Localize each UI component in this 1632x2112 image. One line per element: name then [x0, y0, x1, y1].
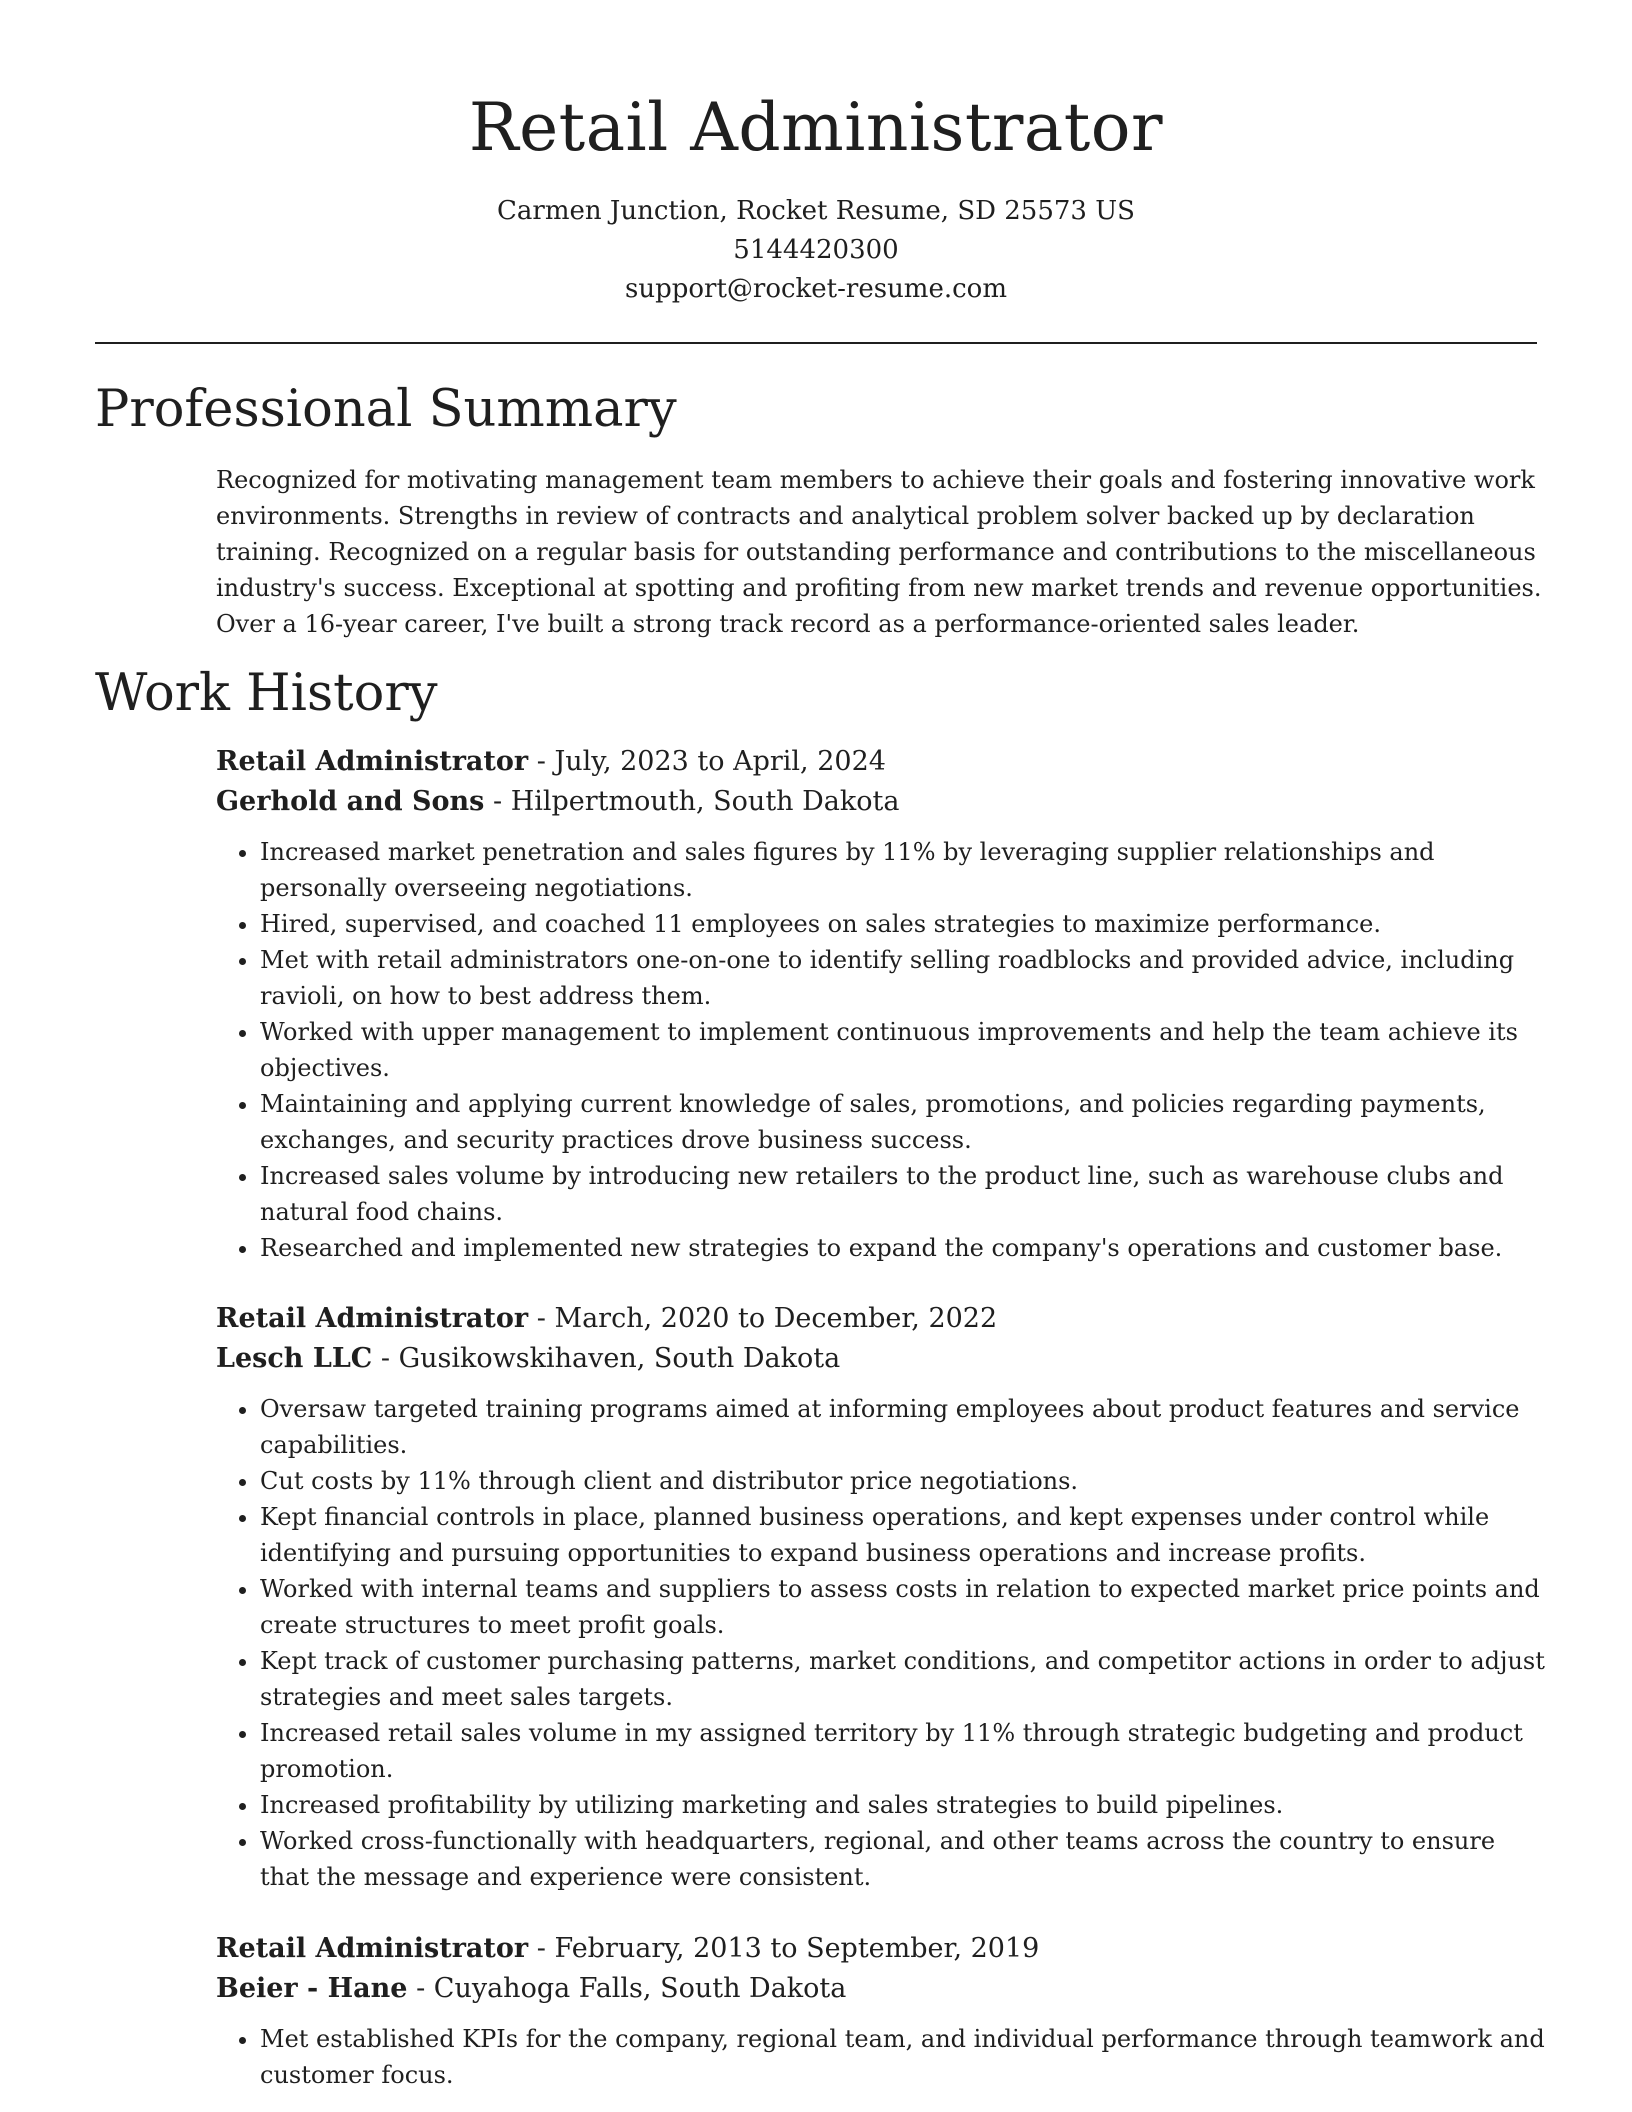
contact-email: support@rocket-resume.com	[624, 274, 1007, 304]
summary-heading: Professional Summary	[95, 380, 677, 439]
job-title: Retail Administrator	[216, 746, 529, 777]
job-location: Cuyahoga Falls, South Dakota	[433, 1973, 847, 2004]
list-item: • Oversaw targeted training programs aimed at informing employees about product features and service capabilities.	[260, 1391, 1546, 1463]
list-item: • Kept financial controls in place, planned business operations, and kept expenses under control while identifying and pursuing opportunities to expand business operations and increase profits.	[260, 1499, 1546, 1571]
job-entry	[216, 1299, 1546, 1895]
header-divider	[95, 342, 1537, 344]
resume-name: Retail Administrator	[468, 89, 1164, 166]
list-item: • Cut costs by 11% through client and distributor price negotiations.	[260, 1463, 1546, 1499]
work-history-heading: Work History	[95, 664, 438, 723]
list-item: • Worked with upper management to implement continuous improvements and help the team achieve its objectives.	[260, 1014, 1546, 1086]
list-item: • Increased market penetration and sales figures by 11% by leveraging supplier relationships and personally overseeing negotiations.	[260, 834, 1546, 906]
list-item: • Increased sales volume by introducing new retailers to the product line, such as warehouse clubs and natural food chains.	[260, 1158, 1546, 1230]
job-company-line	[216, 1339, 1546, 1379]
job-entry	[216, 742, 1546, 1266]
job-title-line	[216, 742, 1546, 782]
job-dates: March, 2020 to December, 2022	[554, 1303, 998, 1334]
job-title: Retail Administrator	[216, 1933, 529, 1964]
separator: -	[407, 1973, 434, 2004]
list-item: • Researched and implemented new strategies to expand the company's operations and customer base.	[260, 1230, 1546, 1266]
job-dates: February, 2013 to September, 2019	[554, 1933, 1040, 1964]
separator: -	[484, 786, 511, 817]
list-item: • Worked cross-functionally with headquarters, regional, and other teams across the country to ensure that the message and experience were consistent.	[260, 1823, 1546, 1895]
job-title: Retail Administrator	[216, 1303, 529, 1334]
separator: -	[528, 1303, 555, 1334]
contact-address: Carmen Junction, Rocket Resume, SD 25573 US	[497, 196, 1135, 226]
list-item: • Kept track of customer purchasing patterns, market conditions, and competitor actions in order to adjust strategies and meet sales targets.	[260, 1643, 1546, 1715]
job-location: Hilpertmouth, South Dakota	[510, 786, 900, 817]
job-bullets	[216, 2021, 1546, 2093]
job-title-line	[216, 1929, 1546, 1969]
job-title-line	[216, 1299, 1546, 1339]
job-location: Gusikowskihaven, South Dakota	[398, 1343, 841, 1374]
job-dates: July, 2023 to April, 2024	[554, 746, 886, 777]
job-bullets	[216, 1391, 1546, 1895]
job-company-line	[216, 782, 1546, 822]
separator: -	[528, 1933, 555, 1964]
list-item: • Maintaining and applying current knowledge of sales, promotions, and policies regarding payments, exchanges, and security practices drove business success.	[260, 1086, 1546, 1158]
list-item: • Increased profitability by utilizing marketing and sales strategies to build pipelines.	[260, 1787, 1546, 1823]
contact-phone: 5144420300	[733, 235, 899, 265]
list-item: • Increased retail sales volume in my assigned territory by 11% through strategic budgeting and product promotion.	[260, 1715, 1546, 1787]
list-item: • Hired, supervised, and coached 11 employees on sales strategies to maximize performance.	[260, 906, 1546, 942]
list-item: • Met with retail administrators one-on-one to identify selling roadblocks and provided advice, including ravioli, on how to best address them.	[260, 942, 1546, 1014]
contact-block	[0, 192, 1632, 309]
job-entry	[216, 1929, 1546, 2093]
list-item: • Worked with internal teams and suppliers to assess costs in relation to expected market price points and create structures to meet profit goals.	[260, 1571, 1546, 1643]
job-company-line	[216, 1969, 1546, 2009]
job-bullets	[216, 834, 1546, 1266]
job-company: Lesch LLC	[216, 1343, 373, 1374]
summary-text: Recognized for motivating management team members to achieve their goals and fostering innovative work environments. Strengths in review of contracts and analytical problem solver backed up by declaration training. Recognized on a regular basis for outstanding performance and contributions to the miscellaneous industry's success. Exceptional at spotting and profiting from new market trends and revenue opportunities. Over a 16-year career, I've built a strong track record as a performance-oriented sales leader.	[216, 466, 1542, 638]
job-company: Gerhold and Sons	[216, 786, 485, 817]
list-item: • Met established KPIs for the company, regional team, and individual performance through teamwork and customer focus.	[260, 2021, 1546, 2093]
separator: -	[372, 1343, 399, 1374]
separator: -	[528, 746, 555, 777]
job-company: Beier - Hane	[216, 1973, 408, 2004]
